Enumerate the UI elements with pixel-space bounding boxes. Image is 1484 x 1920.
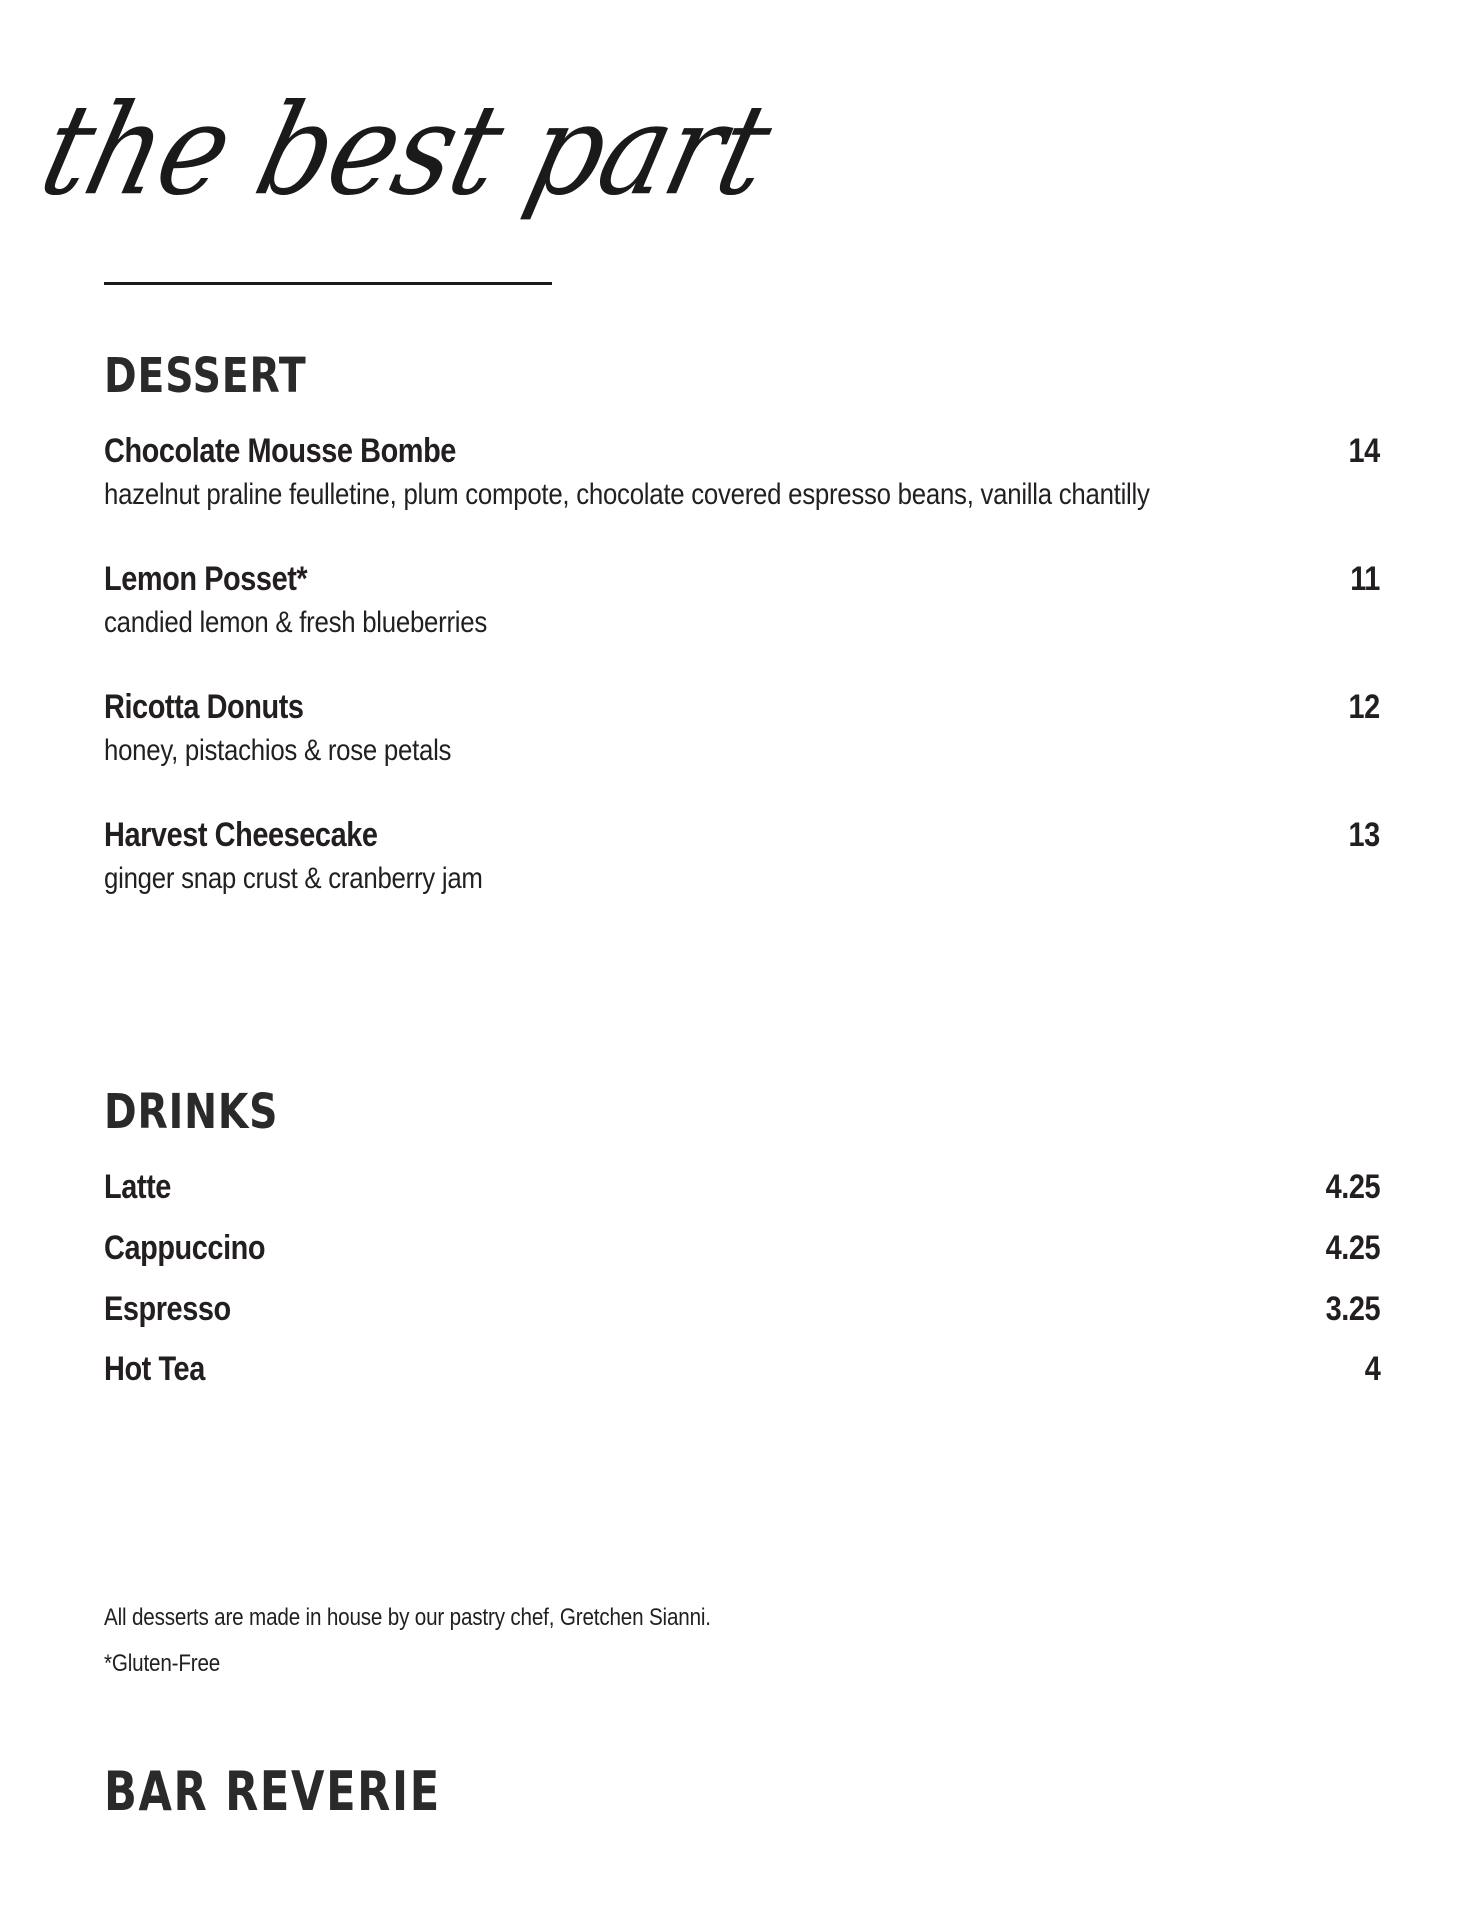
item-name: Harvest Cheesecake xyxy=(104,816,378,854)
item-price: 4 xyxy=(1364,1350,1380,1388)
item-price: 12 xyxy=(1348,688,1380,726)
item-name: Hot Tea xyxy=(104,1350,205,1388)
drink-item xyxy=(104,1290,1380,1334)
item-description: candied lemon & fresh blueberries xyxy=(104,606,488,639)
item-name: Cappuccino xyxy=(104,1229,266,1267)
drink-item xyxy=(104,1350,1380,1394)
item-name: Latte xyxy=(104,1168,171,1206)
footnote-pastry-chef: All desserts are made in house by our pastry chef, Gretchen Sianni. xyxy=(104,1604,711,1631)
item-price: 13 xyxy=(1348,816,1380,854)
item-name: Espresso xyxy=(104,1290,231,1328)
script-title: the best part xyxy=(28,77,784,224)
item-price: 11 xyxy=(1350,560,1380,598)
drinks-heading: DRINKS xyxy=(104,1084,279,1140)
brand-wordmark: BAR REVERIE xyxy=(104,1760,441,1823)
item-description: hazelnut praline feulletine, plum compote, chocolate covered espresso beans, vanilla chantilly xyxy=(104,478,1150,511)
item-price: 3.25 xyxy=(1325,1290,1380,1328)
dessert-item xyxy=(104,816,1380,895)
drink-item xyxy=(104,1168,1380,1212)
dessert-item xyxy=(104,560,1380,639)
drink-item xyxy=(104,1229,1380,1273)
dessert-heading: DESSERT xyxy=(104,348,307,404)
title-divider xyxy=(104,282,552,285)
item-name: Lemon Posset* xyxy=(104,560,308,598)
item-name: Chocolate Mousse Bombe xyxy=(104,432,456,470)
footnote-gluten-free: *Gluten-Free xyxy=(104,1650,221,1677)
item-description: ginger snap crust & cranberry jam xyxy=(104,862,483,895)
item-description: honey, pistachios & rose petals xyxy=(104,734,452,767)
dessert-item xyxy=(104,688,1380,767)
dessert-item xyxy=(104,432,1380,511)
item-price: 14 xyxy=(1348,432,1380,470)
item-price: 4.25 xyxy=(1325,1168,1380,1206)
item-price: 4.25 xyxy=(1325,1229,1380,1267)
item-name: Ricotta Donuts xyxy=(104,688,304,726)
